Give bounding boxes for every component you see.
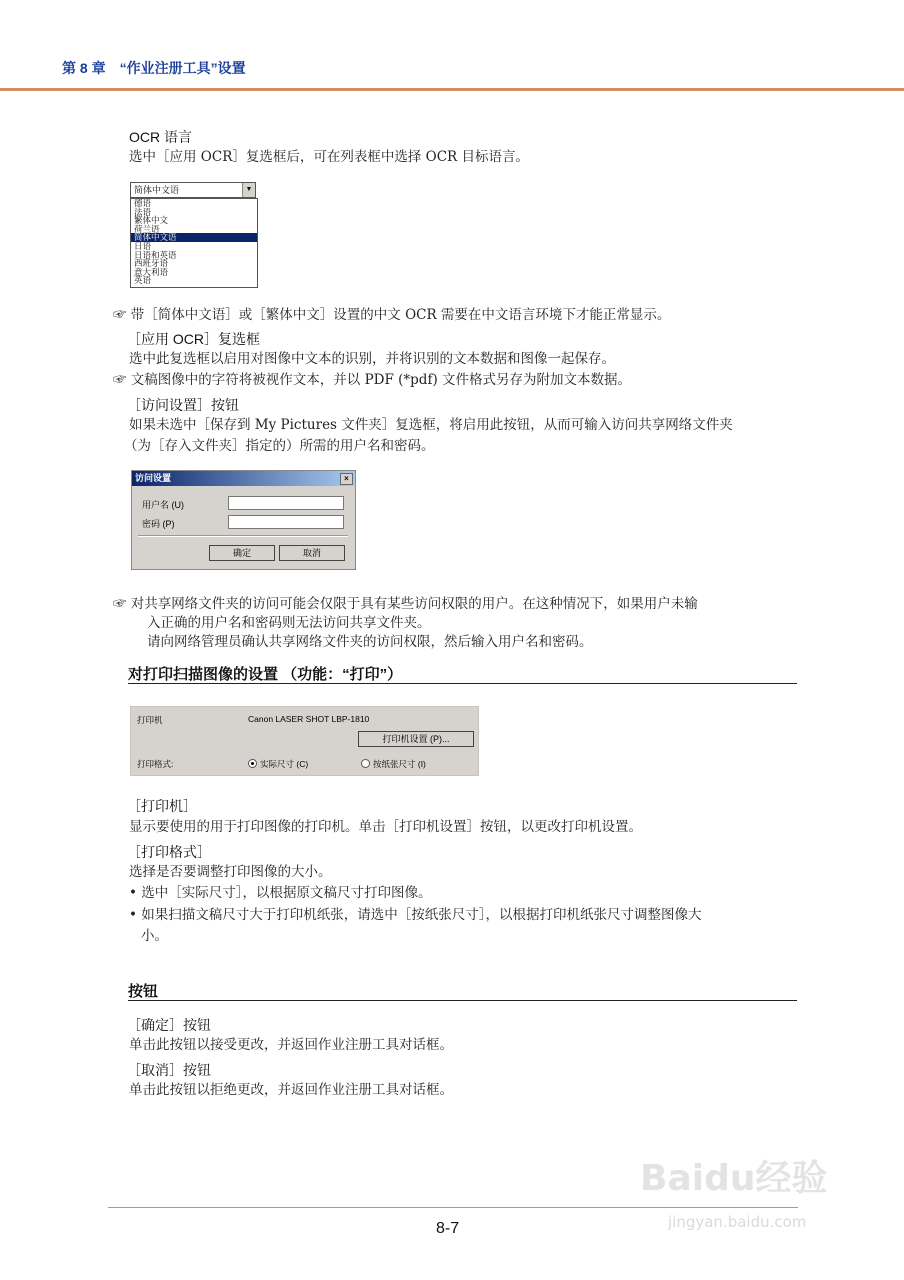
access-settings-heading: ［访问设置］按钮	[127, 397, 239, 413]
ocr-note: ☞ 带［简体中文语］或［繁体中文］设置的中文 OCR 需要在中文语言环境下才能正常显示。	[113, 307, 671, 323]
password-label: 密码 (P)	[142, 519, 175, 529]
print-format-bullet-1: • 选中［实际尺寸］，以根据原文稿尺寸打印图像。	[129, 885, 432, 901]
username-label: 用户名 (U)	[142, 500, 184, 510]
ocr-language-select[interactable]	[130, 182, 256, 198]
header-divider	[0, 88, 904, 91]
print-settings-panel	[130, 706, 479, 776]
print-format-bullet-2-cont: 小。	[141, 928, 168, 944]
cancel-button-heading: ［取消］按钮	[127, 1062, 211, 1078]
access-note-2: 入正确的用户名和密码则无法访问共享文件夹。	[147, 615, 431, 631]
actual-size-radio[interactable]	[248, 758, 308, 770]
printer-settings-button[interactable]: 打印机设置 (P)...	[358, 731, 474, 747]
ok-button-heading: ［确定］按钮	[127, 1017, 211, 1033]
dialog-title: 访问设置	[135, 473, 172, 483]
list-item[interactable]: 荷兰语	[134, 223, 160, 234]
cancel-button-desc: 单击此按钮以拒绝更改，并返回作业注册工具对话框。	[129, 1082, 453, 1098]
list-item[interactable]: 法语	[134, 206, 152, 217]
actual-size-label: 实际尺寸 (C)	[260, 759, 309, 769]
access-settings-dialog	[131, 470, 356, 570]
list-item[interactable]: 西班牙语	[134, 258, 169, 269]
access-settings-desc-2: （为［存入文件夹］指定的）所需的用户名和密码。	[124, 438, 435, 454]
print-format-heading: ［打印格式］	[127, 844, 211, 860]
ok-button-desc: 单击此按钮以接受更改，并返回作业注册工具对话框。	[129, 1037, 453, 1053]
buttons-section-title: 按钮	[128, 983, 159, 1000]
footer-divider	[108, 1207, 798, 1208]
print-section-title: 对打印扫描图像的设置 （功能：“打印”）	[128, 666, 403, 683]
printer-value: Canon LASER SHOT LBP-1810	[248, 714, 370, 724]
apply-ocr-note: ☞ 文稿图像中的字符将被视作文本，并以 PDF (*pdf) 文件格式另存为附加文本数据。	[113, 372, 632, 388]
radio-checked-icon	[248, 759, 257, 768]
access-note-3: 请向网络管理员确认共享网络文件夹的访问权限，然后输入用户名和密码。	[147, 634, 593, 650]
ocr-language-select-value: 简体中文语	[134, 185, 180, 195]
cancel-button[interactable]: 取消	[279, 545, 345, 561]
print-format-bullet-2: • 如果扫描文稿尺寸大于打印机纸张，请选中［按纸张尺寸］，以根据打印机纸张尺寸调整图像大	[129, 907, 702, 923]
ocr-language-list[interactable]	[130, 198, 258, 288]
printer-heading: ［打印机］	[127, 798, 197, 814]
buttons-section-divider	[128, 1000, 797, 1001]
access-settings-desc-1: 如果未选中［保存到 My Pictures 文件夹］复选框，将启用此按钮，从而可输入访问共享网络文件夹	[129, 417, 733, 433]
printer-label: 打印机	[137, 715, 163, 725]
apply-ocr-heading: ［应用 OCR］复选框	[127, 331, 260, 347]
username-input[interactable]	[228, 496, 344, 510]
paper-size-label: 按纸张尺寸 (I)	[373, 759, 426, 769]
printer-desc: 显示要使用的用于打印图像的打印机。单击［打印机设置］按钮，以更改打印机设置。	[129, 819, 642, 835]
list-item[interactable]: 日语	[134, 240, 152, 251]
print-format-desc: 选择是否要调整打印图像的大小。	[129, 864, 332, 880]
list-item-selected[interactable]: 简体中文语	[131, 233, 257, 242]
list-item[interactable]: 日语和英语	[134, 249, 177, 260]
print-section-divider	[128, 683, 797, 684]
chevron-down-icon[interactable]: ▼	[242, 183, 255, 197]
close-icon[interactable]: ×	[340, 473, 353, 485]
page-number: 8-7	[436, 1220, 460, 1237]
access-note-1: ☞ 对共享网络文件夹的访问可能会仅限于具有某些访问权限的用户。在这种情况下，如果用户未输	[113, 596, 698, 612]
list-item[interactable]: 繁体中文	[134, 215, 169, 226]
radio-unchecked-icon	[361, 759, 370, 768]
list-item[interactable]: 意大利语	[134, 266, 169, 277]
print-format-label: 打印格式:	[137, 759, 174, 769]
ocr-language-heading: OCR 语言	[129, 129, 192, 145]
baidu-watermark-url: jingyan.baidu.com	[668, 1213, 807, 1231]
list-item[interactable]: 德语	[134, 198, 152, 208]
ok-button[interactable]: 确定	[209, 545, 275, 561]
dialog-titlebar	[132, 471, 355, 486]
apply-ocr-desc: 选中此复选框以启用对图像中文本的识别，并将识别的文本数据和图像一起保存。	[129, 351, 615, 367]
ocr-language-desc: 选中［应用 OCR］复选框后，可在列表框中选择 OCR 目标语言。	[129, 149, 529, 165]
password-input[interactable]	[228, 515, 344, 529]
baidu-watermark: Baidu经验	[640, 1158, 828, 1199]
dialog-separator	[138, 535, 348, 537]
list-item[interactable]: 英语	[134, 275, 152, 286]
chapter-title: 第 8 章 “作业注册工具”设置	[62, 60, 246, 76]
paper-size-radio[interactable]	[361, 758, 426, 770]
